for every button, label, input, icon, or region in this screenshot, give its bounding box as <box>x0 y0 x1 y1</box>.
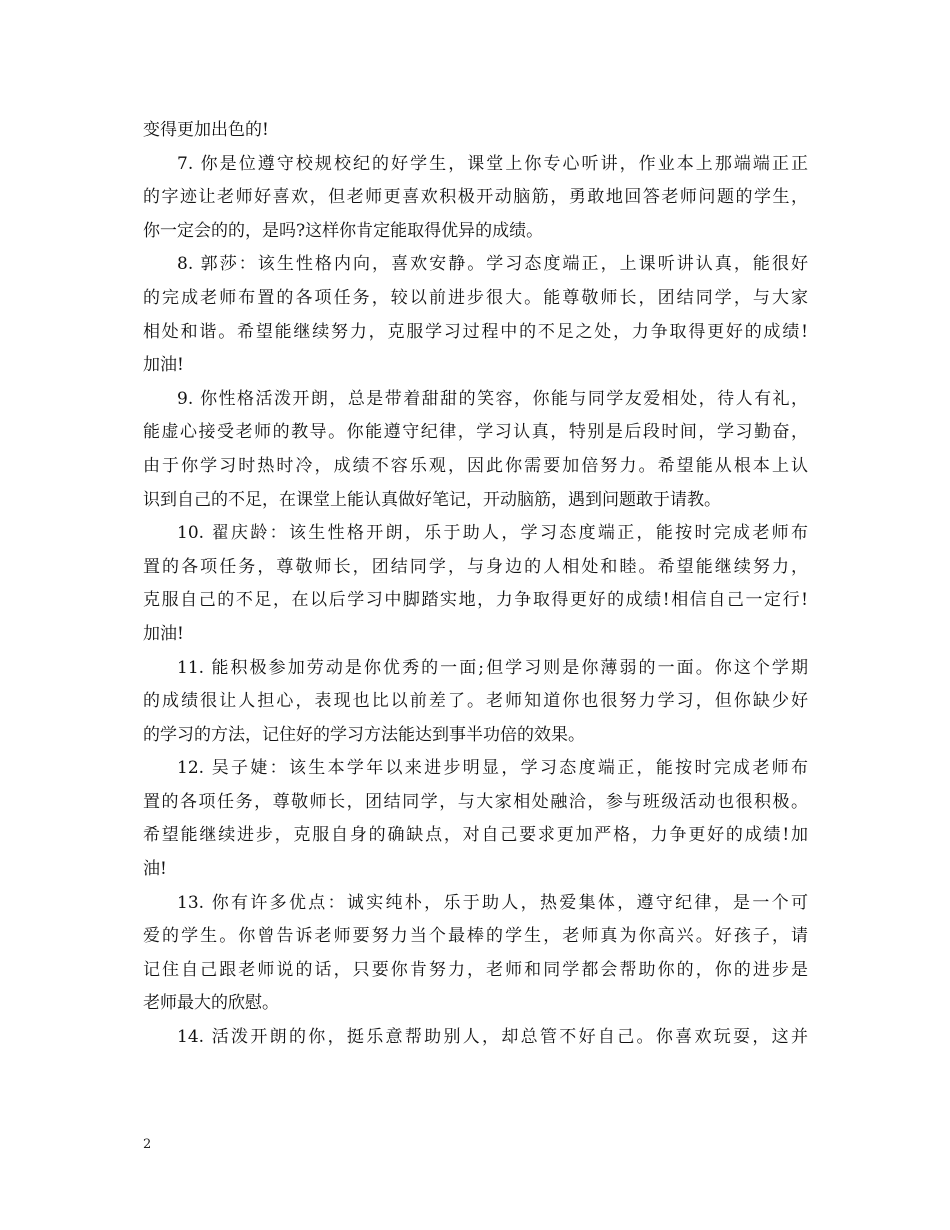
text-line: 相处和谐。希望能继续努力，克服学习过程中的不足之处，力争取得更好的成绩! <box>143 321 808 342</box>
text-line: 9. 你性格活泼开朗，总是带着甜甜的笑容，你能与同学友爱相处，待人有礼， <box>177 388 808 409</box>
text-line: 记住自己跟老师说的话，只要你肯努力，老师和同学都会帮助你的，你的进步是 <box>143 959 808 980</box>
text-line: 油! <box>143 859 167 880</box>
text-line: 的成绩很让人担心，表现也比以前差了。老师知道你也很努力学习，但你缺少好 <box>143 691 808 712</box>
text-line: 置的各项任务，尊敬师长，团结同学，与身边的人相处和睦。希望能继续努力， <box>143 556 808 577</box>
text-line: 10. 翟庆龄：该生性格开朗，乐于助人，学习态度端正，能按时完成老师布 <box>177 523 808 544</box>
page-number: 2 <box>143 1137 152 1152</box>
text-line: 由于你学习时热时冷，成绩不容乐观，因此你需要加倍努力。希望能从根本上认 <box>143 455 808 476</box>
text-line: 加油! <box>143 355 184 376</box>
text-line: 14. 活泼开朗的你，挺乐意帮助别人，却总管不好自己。你喜欢玩耍，这并 <box>177 1027 808 1048</box>
text-line: 希望能继续进步，克服自身的确缺点，对自己要求更加严格，力争更好的成绩!加 <box>143 825 808 846</box>
text-line: 老师最大的欣慰。 <box>143 993 279 1014</box>
text-line: 8. 郭莎：该生性格内向，喜欢安静。学习态度端正，上课听讲认真，能很好 <box>177 254 808 275</box>
text-line: 克服自己的不足，在以后学习中脚踏实地，力争取得更好的成绩!相信自己一定行! <box>143 590 808 611</box>
text-line: 变得更加出色的! <box>143 120 269 140</box>
text-line: 你一定会的的，是吗?这样你肯定能取得优异的成绩。 <box>143 220 544 241</box>
text-line: 的字迹让老师好喜欢，但老师更喜欢积极开动脑筋，勇敢地回答老师问题的学生， <box>143 187 808 208</box>
text-line: 置的各项任务，尊敬师长，团结同学，与大家相处融洽，参与班级活动也很积极。 <box>143 791 808 812</box>
text-line: 12. 吴子婕：该生本学年以来进步明显，学习态度端正，能按时完成老师布 <box>177 758 808 779</box>
text-line: 的学习的方法，记住好的学习方法能达到事半功倍的效果。 <box>143 724 585 745</box>
text-line: 爱的学生。你曾告诉老师要努力当个最棒的学生，老师真为你高兴。好孩子，请 <box>143 926 808 947</box>
text-line: 7. 你是位遵守校规校纪的好学生，课堂上你专心听讲，作业本上那端端正正 <box>177 153 808 174</box>
text-line: 识到自己的不足，在课堂上能认真做好笔记，开动脑筋，遇到问题敢于请教。 <box>143 489 721 510</box>
text-line: 的完成老师布置的各项任务，较以前进步很大。能尊敬师长，团结同学，与大家 <box>143 287 808 308</box>
text-line: 能虚心接受老师的教导。你能遵守纪律，学习认真，特别是后段时间，学习勤奋， <box>143 422 808 443</box>
document-body <box>143 114 808 1055</box>
text-line: 13. 你有许多优点：诚实纯朴，乐于助人，热爱集体，遵守纪律，是一个可 <box>177 892 808 913</box>
text-line: 11. 能积极参加劳动是你优秀的一面;但学习则是你薄弱的一面。你这个学期 <box>177 657 808 678</box>
text-line: 加油! <box>143 623 184 644</box>
